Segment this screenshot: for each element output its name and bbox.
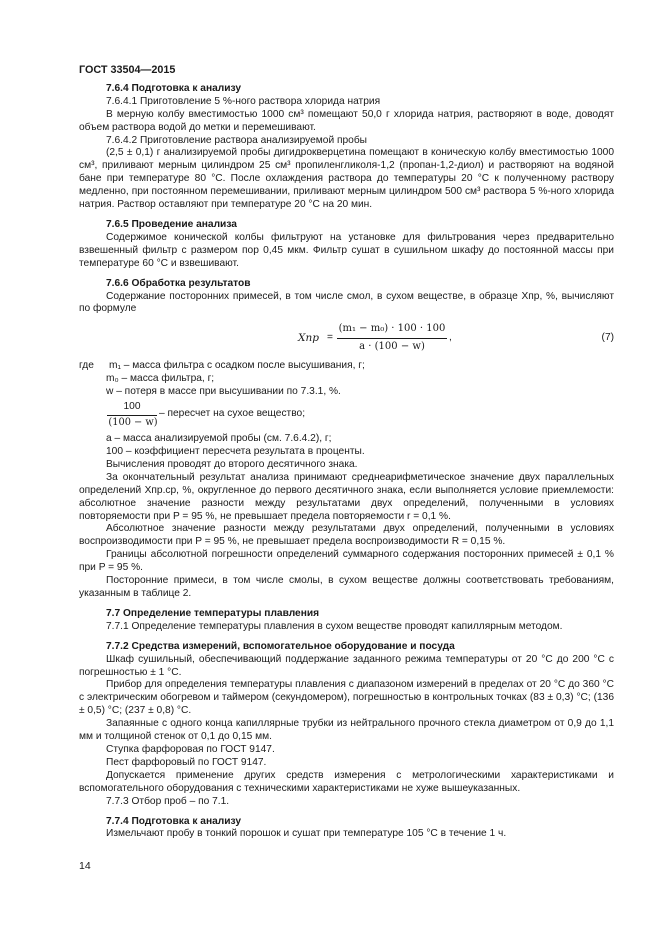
- where-line: [79, 360, 614, 373]
- document-page: [79, 64, 614, 841]
- formula-equals: =: [327, 332, 333, 344]
- paragraph: Измельчают пробу в тонкий порошок и сушат при температуре 105 °С в течение 1 ч.: [106, 828, 507, 840]
- formula-numerator: (m₁ − m₀) · 100 · 100: [338, 323, 446, 335]
- section-heading-7-7-2: 7.7.2 Средства измерений, вспомогательное оборудование и посуда: [106, 640, 455, 652]
- variable-definition: 100 – коэффициент пересчета результата в проценты.: [106, 446, 365, 458]
- formula-7: [79, 322, 614, 356]
- section-heading-7-7: 7.7 Определение температуры плавления: [106, 607, 320, 619]
- variable-definition: a – масса анализируемой пробы (см. 7.6.4.2), г;: [106, 433, 332, 445]
- fraction-bar: [107, 415, 157, 416]
- variable-definition: m₁ – масса фильтра с осадком после высушивания, г;: [109, 360, 365, 372]
- paragraph: Содержимое конической колбы фильтруют на установке для фильтрования через предварительно взвешенный фильтр с размером пор 0,45 мкм. Фильтр сушат в сушильном шкафу до постоянной массы при температуре 60 °С и взвешивают.: [79, 231, 614, 269]
- formula-lhs: Xпр: [298, 332, 319, 345]
- paragraph: Абсолютное значение разности между результатами двух определений, полученными в условиях воспроизводимости при P = 95 %, не превышает предела воспроизводимости R = 0,15 %.: [79, 523, 614, 548]
- formula-comma: ,: [449, 332, 452, 344]
- conversion-fraction: [79, 401, 614, 431]
- paragraph: Содержание посторонних примесей, в том числе смол, в сухом веществе, в образце Xпр, %, вычисляют по формуле: [79, 290, 614, 315]
- formula-denominator: a · (100 − w): [359, 341, 425, 353]
- page-number: 14: [79, 860, 91, 872]
- equation-number: (7): [601, 332, 614, 344]
- section-heading-7-6-4: 7.6.4 Подготовка к анализу: [106, 82, 242, 94]
- paragraph: Посторонние примеси, в том числе смолы, в сухом веществе должны соответствовать требованиям, указанным в таблице 2.: [79, 575, 614, 599]
- paragraph: Вычисления проводят до второго десятичного знака.: [106, 458, 358, 470]
- paragraph: 7.7.3 Отбор проб – по 7.1.: [106, 795, 230, 807]
- paragraph: 7.7.1 Определение температуры плавления в сухом веществе проводят капиллярным методом.: [106, 620, 563, 632]
- fraction-bar: [337, 338, 447, 339]
- section-heading-7-7-4: 7.7.4 Подготовка к анализу: [106, 815, 242, 827]
- where-word: где: [79, 360, 94, 372]
- fraction-numerator: 100: [123, 401, 141, 413]
- subsection-7-6-4-2: 7.6.4.2 Приготовление раствора анализируемой пробы: [106, 134, 367, 146]
- fraction-description: – пересчет на сухое вещество;: [159, 408, 306, 420]
- paragraph: Допускается применение других средств измерения с метрологическими характеристиками и вспомогательного оборудования с техническими характеристиками не хуже вышеуказанных.: [79, 769, 614, 794]
- paragraph: (2,5 ± 0,1) г анализируемой пробы дигидрокверцетина помещают в коническую колбу вместимостью 1000 см³, приливают мерным цилиндром 25 см³ пропиленгликоля-1,2 (пропан-1,2-диол) и растворяют на водяной бане при температуре 80 °С. После охлаждения раствора до температуры 20 °С к полученному раствору медленно, при постоянном перемешивании, приливают мерным цилиндром 500 см³ раствора 5 %-ного хлорида натрия. Раствор оставляют при температуре 20 °С на 20 мин.: [79, 147, 614, 211]
- paragraph: В мерную колбу вместимостью 1000 см³ помещают 50,0 г хлорида натрия, растворяют в воде, доводят объем раствора водой до метки и перемешивают.: [79, 108, 614, 133]
- paragraph: Шкаф сушильный, обеспечивающий поддержание заданного режима температуры от 20 °С до 200 °С с погрешностью ± 1 °С.: [79, 653, 614, 678]
- fraction-denominator: (100 − w): [108, 417, 158, 429]
- variable-definition: w – потеря в массе при высушивании по 7.3.1, %.: [106, 386, 341, 398]
- section-heading-7-6-6: 7.6.6 Обработка результатов: [106, 277, 251, 289]
- paragraph: За окончательный результат анализа принимают среднеарифметическое значение двух параллельных определений Xпр.ср, %, округленное до первого десятичного знака, если выполняется условие приемлемости: абсолютное значение разности между результатами двух определений, полученными в условиях повторяемости при P = 95 %, не превышает предела повторяемости r = 0,1 %.: [79, 471, 614, 522]
- section-heading-7-6-5: 7.6.5 Проведение анализа: [106, 218, 237, 230]
- document-header: ГОСТ 33504—2015: [79, 64, 176, 76]
- paragraph: Ступка фарфоровая по ГОСТ 9147.: [106, 743, 275, 755]
- paragraph: Прибор для определения температуры плавления с диапазоном измерений в пределах от 20 °С до 360 °С с электрическим обогревом и таймером (секундомером), погрешностью в контрольных точках (83 ± 0,3) °С; (136 ± 0,5) °С; (237 ± 0,8) °С.: [79, 679, 614, 717]
- variable-definition: m₀ – масса фильтра, г;: [106, 373, 215, 385]
- paragraph: Запаянные с одного конца капиллярные трубки из нейтрального прочного стекла диаметром от 0,9 до 1,1 мм и толщиной стенок от 0,1 до 0,15 мм.: [79, 718, 614, 743]
- subsection-7-6-4-1: 7.6.4.1 Приготовление 5 %-ного раствора хлорида натрия: [106, 95, 381, 107]
- paragraph: Границы абсолютной погрешности определений суммарного содержания посторонних примесей ± 0,1 % при P = 95 %.: [79, 549, 614, 574]
- paragraph: Пест фарфоровый по ГОСТ 9147.: [106, 756, 267, 768]
